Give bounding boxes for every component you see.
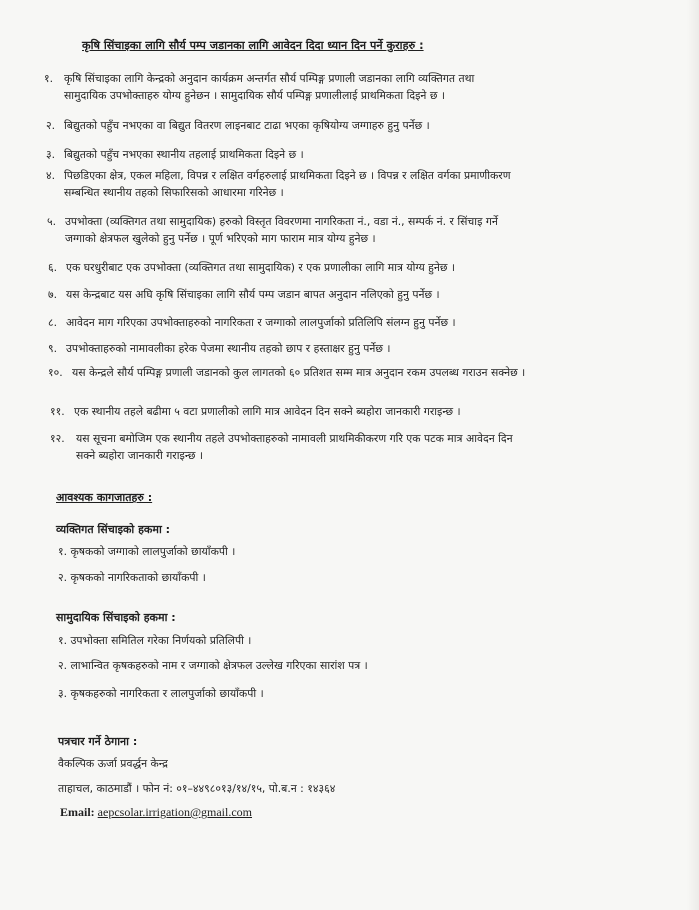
individual-heading: व्यक्तिगत सिंचाइको हकमा : [56,523,171,536]
item-text: उपभोक्ता (व्यक्तिगत तथा सामुदायिक) हरुको विस्तृत विवरणमा नागरिकता नं., वडा नं., सम्पर्क नं. र सिंचाइ गर्ने [65,215,498,228]
item-text: पिछडिएका क्षेत्र, एकल महिला, विपन्न र लक्षित वर्गहरुलाई प्राथमिकता दिइने छ । विपन्न र लक्षित वर्गका प्रमाणीकरण [64,169,511,182]
item-text: यस केन्द्रले सौर्य पम्पिङ्ग प्रणाली जडानको कुल लागतको ६० प्रतिशत सम्म मात्र अनुदान रकम उपलब्ध गराउन सक्नेछ । [72,366,526,379]
community-doc-item: ३. कृषकहरुको नागरिकता र लालपुर्जाको छायाँकपी । [58,687,264,700]
item-number: ८. [48,316,58,329]
item-text: यस केन्द्रबाट यस अघि कृषि सिंचाइका लागि सौर्य पम्प जडान बापत अनुदान नलिएको हुनु पर्नेछ । [66,288,440,301]
individual-doc-item: १. कृषकको जग्गाको लालपुर्जाको छायाँकपी । [58,545,236,558]
item-text-cont: सम्बन्धित स्थानीय तहको सिफारिसको आधारमा गरिनेछ । [64,186,284,199]
item-text: बिद्युतको पहुँच नभएका वा बिद्युत वितरण लाइनबाट टाढा भएका कृषियोग्य जग्गाहरु हुनु पर्नेछ । [64,119,430,132]
item-number: १. [44,72,54,85]
item-text: एक घरधुरीबाट एक उपभोक्ता (व्यक्तिगत तथा सामुदायिक) र एक प्रणालीका लागि मात्र योग्य हुनेछ । [66,261,456,274]
individual-doc-item: २. कृषकको नागरिकताको छायाँकपी । [58,571,206,584]
community-doc-item: १. उपभोक्ता समितिल गरेका निर्णयको प्रतिलिपी । [58,634,252,647]
item-number: ६. [48,261,58,274]
item-text-cont: सामुदायिक उपभोक्ताहरु योग्य हुनेछन । सामुदायिक सौर्य पम्पिङ्ग प्रणालीलाई प्राथमिकता दिइने छ । [64,89,445,102]
item-number: ५. [47,215,57,228]
item-number: ४. [46,169,56,182]
item-text: बिद्युतको पहुँच नभएका स्थानीय तहलाई प्राथमिकता दिइने छ । [64,148,304,161]
item-number: १२. [50,432,65,445]
docs-heading: आवश्यक कागजातहरु : [56,491,153,504]
community-doc-item: २. लाभान्वित कृषकहरुको नाम र जग्गाको क्षेत्रफल उल्लेख गरिएका सारांश पत्र । [58,659,368,672]
item-number: ९. [48,342,58,355]
item-text: उपभोक्ताहरुको नामावलीका हरेक पेजमा स्थानीय तहको छाप र हस्ताक्षर हुनु पर्नेछ । [66,342,391,355]
item-number: ३. [46,148,56,161]
item-text-cont: जग्गाको क्षेत्रफल खुलेको हुनु पर्नेछ । पूर्ण भरिएको माग फाराम मात्र योग्य हुनेछ । [65,232,376,245]
item-number: ७. [48,288,58,301]
item-number: २. [46,119,56,132]
item-text: कृषि सिंचाइका लागि केन्द्रको अनुदान कार्यक्रम अन्तर्गत सौर्य पम्पिङ्ग प्रणाली जडानका लागि व्यक्तिगत तथा [64,72,475,85]
contact-address: ताहाचल, काठमाडौं । फोन नं: ०१–४४९८०१३/१४/१५, पो.ब.न : १४३६४ [58,782,336,795]
item-number: १०. [48,366,63,379]
email-link[interactable]: aepcsolar.irrigation@gmail.com [97,805,253,819]
item-text: एक स्थानीय तहले बढीमा ५ वटा प्रणालीको लागि मात्र आवेदन दिन सक्ने ब्यहोरा जानकारी गराइन्छ । [74,405,461,418]
contact-heading: पत्रचार गर्ने ठेगाना : [58,735,138,748]
item-text: यस सूचना बमोजिम एक स्थानीय तहले उपभोक्ताहरुको नामावली प्राथमिकीकरण गरि एक पटक मात्र आवेदन दिन [76,432,513,445]
organization-name: वैकल्पिक ऊर्जा प्रवर्द्धन केन्द्र [58,757,168,770]
item-text-cont: सक्ने ब्यहोरा जानकारी गराइन्छ । [76,449,203,462]
scan-edge [687,0,699,910]
email-label: Email: [60,805,95,819]
email-line [60,805,252,820]
community-heading: सामुदायिक सिंचाइको हकमा : [56,611,176,624]
item-text: आवेदन माग गरिएका उपभोक्ताहरुको नागरिकता र जग्गाको लालपुर्जाको प्रतिलिपि संलग्न हुनु पर्नेछ । [66,316,456,329]
page-title: कृषि सिंचाइका लागि सौर्य पम्प जडानका लागि आवेदन दिदा ध्यान दिन पर्ने कुराहरु : [82,39,424,52]
item-number: ११. [50,405,65,418]
